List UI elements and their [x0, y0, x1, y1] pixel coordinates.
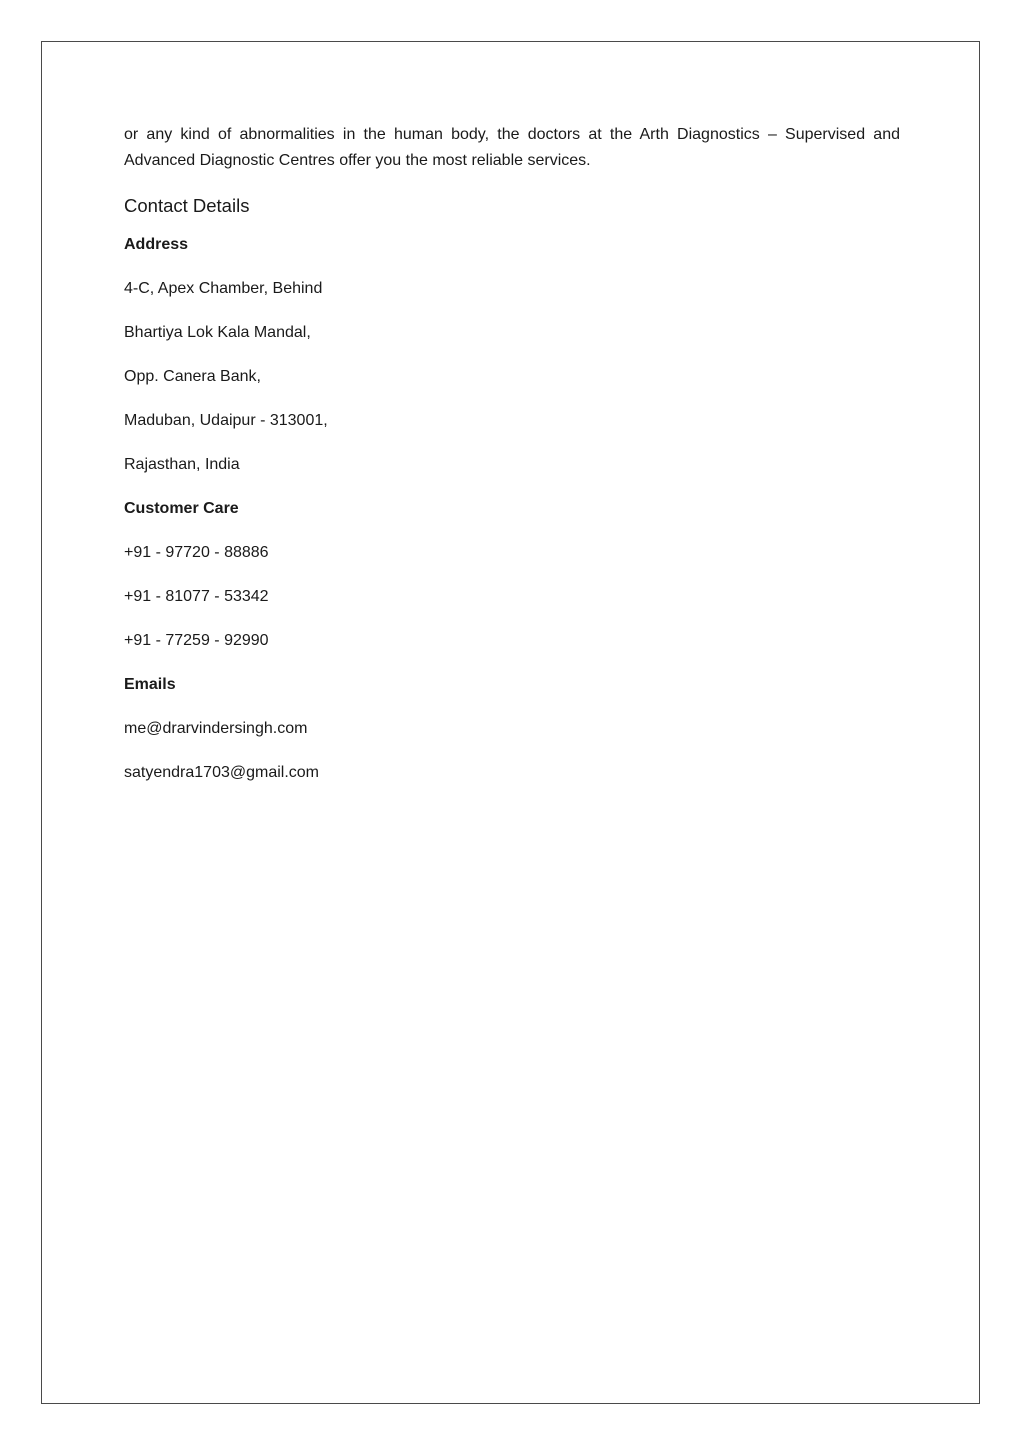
address-line: Bhartiya Lok Kala Mandal, [124, 324, 311, 341]
intro-paragraph: or any kind of abnormalities in the human body, the doctors at the Arth Diagnostics – Supervised and Advanced Diagnostic Centres offer you the most reliable services. [124, 126, 900, 169]
emails-heading: Emails [124, 676, 176, 693]
email-address: satyendra1703@gmail.com [124, 764, 320, 781]
phone-number: +91 - 81077 - 53342 [124, 588, 269, 605]
address-line: Maduban, Udaipur - 313001, [124, 412, 328, 429]
phone-number: +91 - 77259 - 92990 [124, 632, 269, 649]
contact-details-heading: Contact Details [124, 195, 250, 216]
address-line: Rajasthan, India [124, 456, 240, 473]
document-body [124, 122, 900, 783]
phone-number: +91 - 97720 - 88886 [124, 544, 269, 561]
address-heading: Address [124, 236, 189, 253]
address-line: Opp. Canera Bank, [124, 368, 261, 385]
address-line: 4-C, Apex Chamber, Behind [124, 280, 323, 297]
email-address: me@drarvindersingh.com [124, 720, 308, 737]
customer-care-heading: Customer Care [124, 500, 239, 517]
